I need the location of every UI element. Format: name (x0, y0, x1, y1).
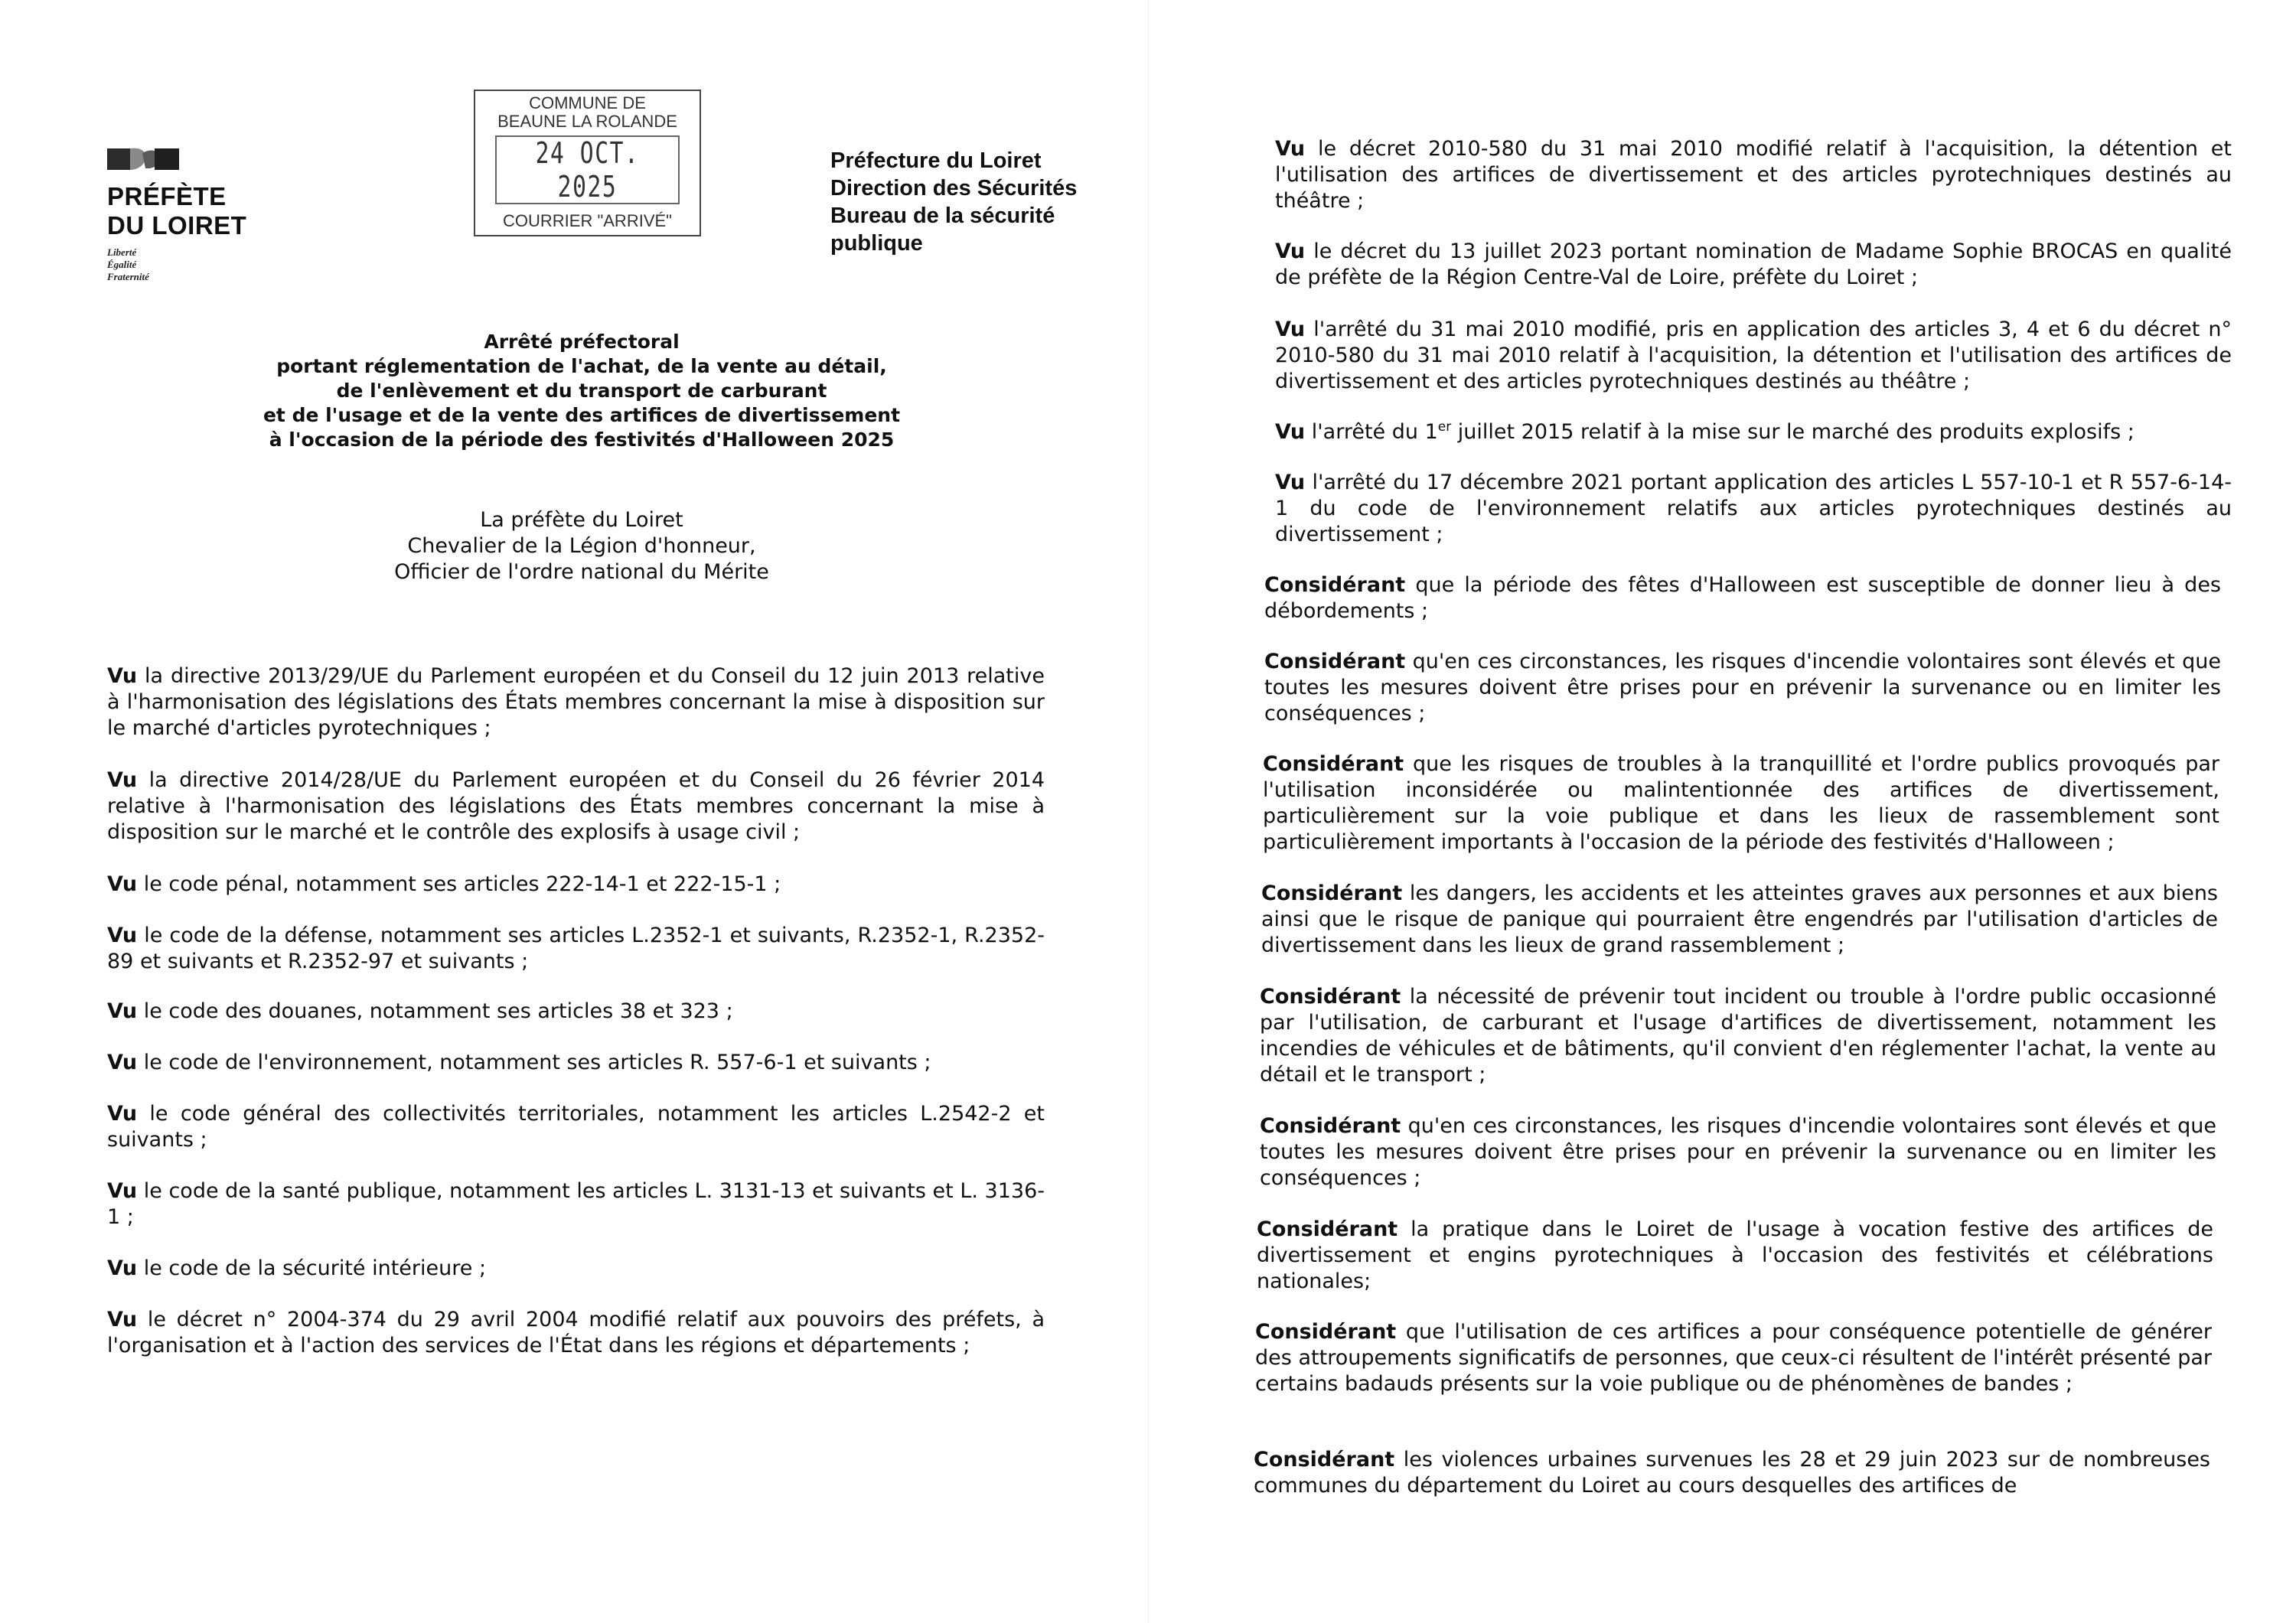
considering-paragraph: Considérant les dangers, les accidents et les atteintes graves aux personnes et aux biens ainsi que le risque de panique qui pourraient être engendrés par l'utilisation d'articles de divertissement dans les lieux de grand rassemblement ; (1261, 882, 2218, 957)
reception-stamp (474, 90, 701, 236)
issuing-service (830, 147, 1121, 257)
issuing-authority (291, 507, 872, 585)
prefecture-logo (107, 145, 276, 283)
considering-paragraph: Considérant la nécessité de prévenir tout incident ou trouble à l'ordre public occasionné par l'utilisation, de carburant et l'usage d'artifices de divertissement, notamment les incendies de véhicules et de bâtiments, qu'il convient d'en réglementer l'achat, la vente au détail et le transport ; (1260, 985, 2216, 1087)
marianne-icon (107, 145, 179, 171)
visa-paragraph: Vu le décret 2010-580 du 31 mai 2010 modifié relatif à l'acquisition, la détention et l'utilisation des artifices de divertissement et des articles pyrotechniques destinés au théâtre ; (1275, 137, 2232, 213)
visa-paragraph: Vu le code de l'environnement, notamment ses articles R. 557-6-1 et suivants ; (107, 1051, 931, 1074)
stamp-date-box (495, 135, 680, 204)
title-line: à l'occasion de la période des festivités d'Halloween 2025 (269, 429, 895, 451)
stamp-date: 24 OCT. 2025 (535, 136, 640, 204)
visa-paragraph: Vu le code des douanes, notamment ses articles 38 et 323 ; (107, 999, 733, 1023)
visa-paragraph: Vu l'arrêté du 17 décembre 2021 portant application des articles L 557-10-1 et R 557-6-14-1 du code de l'environnement relatifs aux articles pyrotechniques destinés au divertissement ; (1275, 471, 2232, 546)
considering-paragraph: Considérant la pratique dans le Loiret de l'usage à vocation festive des artifices de divertissement et engins pyrotechniques à l'occasion des festivités et célébrations nationales; (1257, 1217, 2213, 1293)
logo-title-line: DU LOIRET (107, 211, 247, 240)
stamp-commune-label: COMMUNE DE (529, 93, 646, 112)
republic-motto (107, 246, 276, 283)
visa-paragraph: Vu le code pénal, notamment ses articles 222-14-1 et 222-15-1 ; (107, 872, 781, 896)
motto-line: Égalité (107, 259, 137, 270)
title-line: de l'enlèvement et du transport de carburant (336, 380, 827, 402)
considering-paragraph: Considérant qu'en ces circonstances, les risques d'incendie volontaires sont élevés et que toutes les mesures doivent être prises pour en prévenir la survenance ou en limiter les conséquences ; (1264, 650, 2221, 725)
visa-paragraph: Vu le code de la sécurité intérieure ; (107, 1256, 487, 1280)
visa-paragraph: Vu le code de la santé publique, notamment les articles L. 3131-13 et suivants et L. 3136-1 ; (107, 1179, 1045, 1229)
document-page-right (1148, 0, 2296, 1623)
authority-line: Chevalier de la Légion d'honneur, (407, 534, 756, 558)
title-line: portant réglementation de l'achat, de la vente au détail, (276, 355, 887, 377)
service-line: Direction des Sécurités (830, 176, 1078, 200)
service-line: Préfecture du Loiret (830, 148, 1042, 173)
stamp-commune-name: BEAUNE LA ROLANDE (497, 112, 677, 131)
considering-paragraph: Considérant que la période des fêtes d'Halloween est susceptible de donner lieu à des débordements ; (1264, 573, 2221, 623)
authority-line: Officier de l'ordre national du Mérite (394, 560, 769, 584)
authority-line: La préfète du Loiret (480, 508, 683, 532)
motto-line: Fraternité (107, 271, 149, 282)
considering-paragraph: Considérant que l'utilisation de ces artifices a pour conséquence potentielle de générer des attroupements significatifs de personnes, que ceux-ci résultent de l'intérêt présenté par certains badauds présents sur la voie publique ou de phénomènes de bandes ; (1255, 1320, 2212, 1396)
visa-paragraph: Vu le décret du 13 juillet 2023 portant nomination de Madame Sophie BROCAS en qualité de préfète de la Région Centre-Val de Loire, préfète du Loiret ; (1275, 240, 2232, 289)
title-line: et de l'usage et de la vente des artifices de divertissement (263, 404, 901, 426)
visa-paragraph: Vu la directive 2013/29/UE du Parlement européen et du Conseil du 12 juin 2013 relative à l'harmonisation des législations des États membres concernant la mise à disposition sur le marché d'articles pyrotechniques ; (107, 664, 1045, 740)
decree-title (230, 330, 934, 452)
stamp-mail-label: COURRIER "ARRIVÉ" (503, 211, 672, 230)
visa-paragraph: Vu l'arrêté du 1er juillet 2015 relatif à la mise sur le marché des produits explosifs ; (1275, 419, 2135, 444)
title-line: Arrêté préfectoral (484, 331, 680, 353)
visa-paragraph: Vu l'arrêté du 31 mai 2010 modifié, pris en application des articles 3, 4 et 6 du décret n° 2010-580 du 31 mai 2010 relatif à l'acquisition, la détention et l'utilisation des artifices de divertissement et des articles pyrotechniques destinés au théâtre ; (1275, 318, 2232, 393)
logo-title (107, 182, 276, 240)
service-line: Bureau de la sécurité (830, 204, 1055, 228)
considering-paragraph: Considérant les violences urbaines survenues les 28 et 29 juin 2023 sur de nombreuses communes du département du Loiret au cours desquelles des artifices de (1254, 1448, 2210, 1498)
considering-paragraph: Considérant qu'en ces circonstances, les risques d'incendie volontaires sont élevés et que toutes les mesures doivent être prises pour en prévenir la survenance ou en limiter les conséquences ; (1260, 1114, 2216, 1190)
considering-paragraph: Considérant que les risques de troubles à la tranquillité et l'ordre publics provoqués par l'utilisation inconsidérée ou malintentionnée des artifices de divertissement, particulièrement sur la voie publique et dans les lieux de rassemblement sont particulièrement importants à l'occasion de la période des festivités d'Halloween ; (1263, 752, 2219, 854)
logo-title-line: PRÉFÈTE (107, 182, 227, 210)
motto-line: Liberté (107, 246, 137, 258)
service-line: publique (830, 231, 923, 256)
visa-paragraph: Vu le décret n° 2004-374 du 29 avril 2004 modifié relatif aux pouvoirs des préfets, à l'organisation et à l'action des services de l'État dans les régions et départements ; (107, 1308, 1045, 1357)
visa-paragraph: Vu le code de la défense, notamment ses articles L.2352-1 et suivants, R.2352-1, R.2352-89 et suivants et R.2352-97 et suivants ; (107, 924, 1045, 973)
visa-paragraph: Vu la directive 2014/28/UE du Parlement européen et du Conseil du 26 février 2014 relative à l'harmonisation des législations des États membres concernant la mise à disposition sur le marché et le contrôle des explosifs à usage civil ; (107, 768, 1045, 844)
visa-paragraph: Vu le code général des collectivités territoriales, notamment les articles L.2542-2 et suivants ; (107, 1102, 1045, 1152)
